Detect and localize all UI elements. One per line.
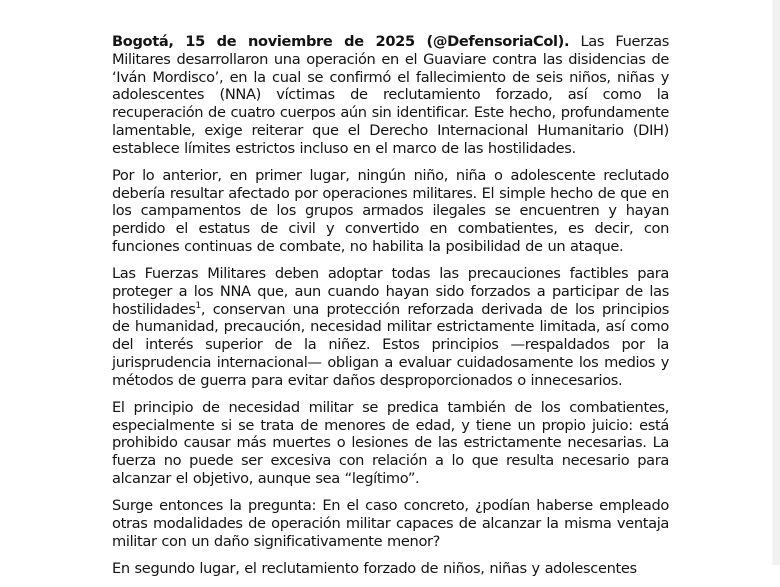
paragraph-text: Surge entonces la pregunta: En el caso concreto, ¿podían haberse empleado otras modalidades de operación militar capaces de alcanzar la misma ventaja militar con un daño significativamente menor?: [112, 497, 669, 550]
paragraph-intro: [112, 33, 669, 157]
paragraph-text: Por lo anterior, en primer lugar, ningún niño, niña o adolescente reclutado debería resultar afectado por operaciones militares. El simple hecho de que en los campamentos de los grupos armados ilegales se encuentren y hayan perdido el estatus de civil y convertido en combatientes, es decir, con funciones continuas de combate, no habilita la posibilidad de un ataque.: [112, 166, 669, 255]
paragraph-text: , conservan una protección reforzada derivada de los principios de humanidad, precaución, necesidad militar estrictamente limitada, así como del interés superior de la niñez. Estos principios —respaldados por la jurisprudencia internacional— obligan a evaluar cuidadosamente los medios y métodos de guerra para evitar daños desproporcionados o innecesarios.: [112, 300, 669, 389]
paragraph-question: [112, 497, 669, 550]
footnote-reference[interactable]: 1: [195, 300, 201, 311]
scrollbar-track[interactable]: [772, 0, 780, 565]
dateline: Bogotá, 15 de noviembre de 2025 (@DefensoriaCol).: [112, 33, 570, 50]
paragraph-text: Las Fuerzas Militares desarrollaron una operación en el Guaviare contra las disidencias de ‘Iván Mordisco’, en la cual se confirmó el fallecimiento de seis niños, niñas y adolescentes (NNA) víctimas de reclutamiento forzado, así como la recuperación de cuatro cuerpos aún sin identificar. Este hecho, profundamente lamentable, exige reiterar que el Derecho Internacional Humanitario (DIH) establece límites estrictos incluso en el marco de las hostilidades.: [112, 33, 669, 157]
paragraph-text: Las Fuerzas Militares deben adoptar todas las precauciones factibles para proteger a los NNA que, aun cuando hayan sido forzados a participar de las hostilidades: [112, 265, 669, 318]
paragraph-text: El principio de necesidad militar se predica también de los combatientes, especialmente si se trata de menores de edad, y tiene un propio juicio: está prohibido causar más muertes o lesiones de las estrictamente necesarias. La fuerza no puede ser excesiva con relación a lo que resulta necesario para alcanzar el objetivo, aunque sea “legítimo”.: [112, 398, 669, 487]
document-body: [112, 33, 669, 587]
paragraph-first-point: [112, 167, 669, 256]
paragraph-text: En segundo lugar, el reclutamiento forzado de niños, niñas y adolescentes: [112, 559, 637, 577]
paragraph-precautions: [112, 265, 669, 389]
paragraph-second-point: [112, 560, 669, 578]
paragraph-military-necessity: [112, 399, 669, 488]
